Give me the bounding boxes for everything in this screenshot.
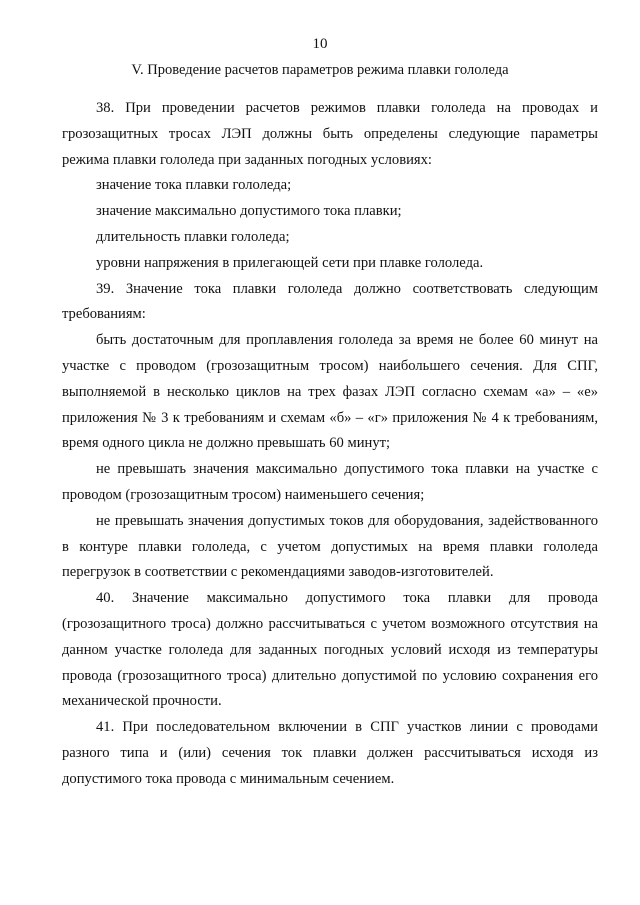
list-item-voltage-levels: уровни напряжения в прилегающей сети при плавке гололеда.: [96, 254, 484, 271]
paragraph-38: 38. При проведении расчетов режимов плавки гололеда на проводах и грозозащитных тросах ЛЭП должны быть определены следующие параметры режима плавки гололеда при заданных погодных условиях:: [62, 100, 598, 168]
requirement-not-exceed-max: не превышать значения максимально допустимого тока плавки на участке с проводом (грозозащитным тросом) наименьшего сечения;: [62, 461, 598, 503]
list-item-max-current: значение максимально допустимого тока плавки;: [96, 203, 402, 220]
paragraph-41: 41. При последовательном включении в СПГ участков линии с проводами разного типа и (или) сечения ток плавки должен рассчитываться исходя из допустимого тока провода с минимальным сечением.: [62, 719, 598, 787]
paragraph-39: 39. Значение тока плавки гололеда должно соответствовать следующим требованиям:: [62, 280, 598, 323]
document-body: [62, 96, 598, 793]
paragraph-40: 40. Значение максимально допустимого тока плавки для провода (грозозащитного троса) должно рассчитываться с учетом возможного отсутствия на данном участке гололеда для заданных погодных условий исходя из температуры провода (грозозащитного троса) длительно допустимой по условию сохранения его механической прочности.: [62, 590, 598, 710]
list-item-melting-current: значение тока плавки гололеда;: [96, 177, 292, 194]
page-number: 10: [312, 36, 328, 52]
section-title: V. Проведение расчетов параметров режима плавки гололеда: [131, 62, 509, 78]
list-item-duration: длительность плавки гололеда;: [96, 228, 290, 245]
requirement-sufficient: быть достаточным для проплавления гололеда за время не более 60 минут на участке с проводом (грозозащитным тросом) наибольшего сечения. Для СПГ, выполняемой в несколько циклов на трех фазах ЛЭП согласно схемам «а» – «е» приложения № 3 к требованиям и схемам «б» – «г» приложения № 4 к требованиям, время одного цикла не должно превышать 60 минут;: [62, 332, 598, 452]
requirement-equipment: не превышать значения допустимых токов для оборудования, задействованного в контуре плавки гололеда, с учетом допустимых на время плавки гололеда перегрузок в соответствии с рекомендациями заводов-изготовителей.: [62, 512, 598, 581]
